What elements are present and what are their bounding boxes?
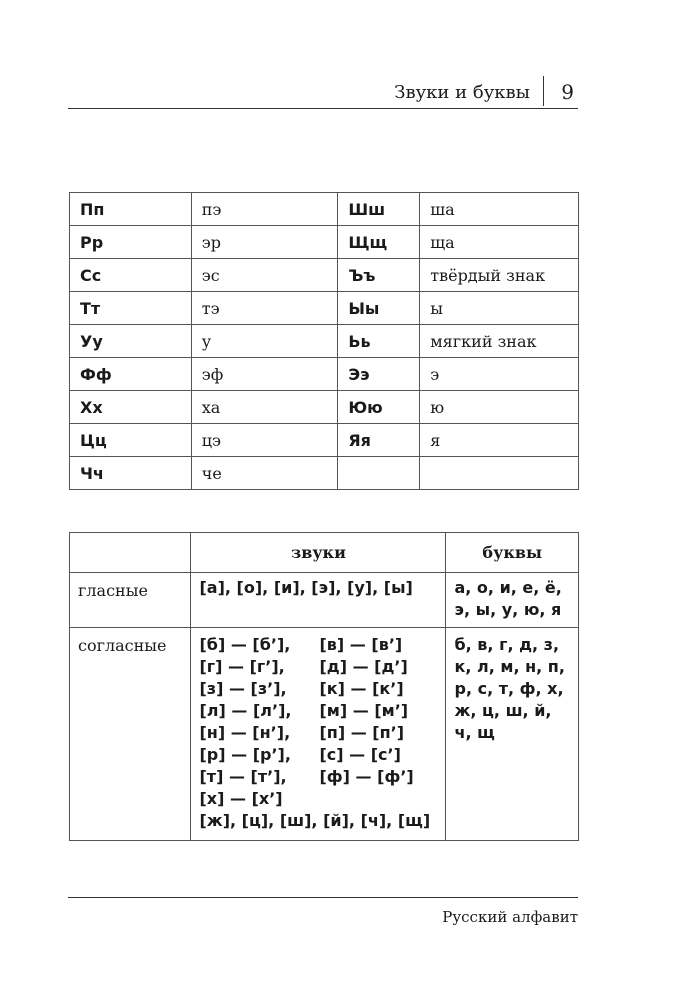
letter-name-cell: тэ xyxy=(191,292,338,325)
sound-pair-line xyxy=(199,634,439,656)
vowel-letters xyxy=(446,573,579,628)
vowels-label: гласные xyxy=(70,573,191,628)
table-row xyxy=(70,292,579,325)
letter-name-cell: я xyxy=(420,424,579,457)
letter-name-cell: мягкий знак xyxy=(420,325,579,358)
sound-pair: [ф] — [ф’] xyxy=(319,767,414,786)
consonant-letters xyxy=(446,628,579,841)
empty-header-cell xyxy=(70,533,191,573)
sound-pair-line xyxy=(199,722,439,744)
sound-pair: [м] — [м’] xyxy=(319,701,409,720)
unpaired-sounds: [ж], [ц], [ш], [й], [ч], [щ] xyxy=(199,811,431,830)
letter-cell: Цц xyxy=(70,424,192,457)
vowel-sounds: [а], [о], [и], [э], [у], [ы] xyxy=(191,573,446,628)
header-divider xyxy=(543,76,544,106)
consonants-row xyxy=(70,628,579,841)
letter-cell: Ъъ xyxy=(338,259,420,292)
sound-pair: [к] — [к’] xyxy=(319,679,404,698)
letter-name-cell: ха xyxy=(191,391,338,424)
letter-name-cell: ю xyxy=(420,391,579,424)
sound-pair: [л] — [л’], xyxy=(199,701,292,720)
letter-cell: Фф xyxy=(70,358,192,391)
sound-pair: [р] — [р’], xyxy=(199,745,291,764)
table-row xyxy=(70,259,579,292)
sound-pair: [с] — [с’] xyxy=(319,745,401,764)
letters-line: б, в, г, д, з, xyxy=(454,635,560,654)
sound-pair: [н] — [н’], xyxy=(199,723,291,742)
letter-name-cell: цэ xyxy=(191,424,338,457)
sound-pair-line xyxy=(199,656,439,678)
letters-line: э, ы, у, ю, я xyxy=(454,600,562,619)
table-row xyxy=(70,457,579,490)
letter-cell: Чч xyxy=(70,457,192,490)
page-number: 9 xyxy=(561,80,574,104)
sound-pair-line xyxy=(199,766,439,788)
letter-cell: Яя xyxy=(338,424,420,457)
letter-cell: Щщ xyxy=(338,226,420,259)
letter-name-cell: ща xyxy=(420,226,579,259)
letter-name-cell: эр xyxy=(191,226,338,259)
letter-name-cell: эс xyxy=(191,259,338,292)
sound-pair: [в] — [в’] xyxy=(319,635,403,654)
sound-pair-line xyxy=(199,788,439,810)
sound-pair: [х] — [х’] xyxy=(199,789,283,808)
letters-line: р, с, т, ф, х, xyxy=(454,679,564,698)
letter-cell: Уу xyxy=(70,325,192,358)
table-row xyxy=(70,424,579,457)
sound-pair: [б] — [б’], xyxy=(199,635,291,654)
alphabet-table xyxy=(69,192,579,490)
letter-cell: Шш xyxy=(338,193,420,226)
letter-name-cell: ша xyxy=(420,193,579,226)
sound-pair: [г] — [г’], xyxy=(199,657,285,676)
letter-cell: Рр xyxy=(70,226,192,259)
letter-name-cell: у xyxy=(191,325,338,358)
letter-name-cell: твёрдый знак xyxy=(420,259,579,292)
sound-pair-line xyxy=(199,744,439,766)
table-row xyxy=(70,193,579,226)
letter-cell: Тт xyxy=(70,292,192,325)
sound-pair: [п] — [п’] xyxy=(319,723,405,742)
letter-name-cell xyxy=(420,457,579,490)
letter-name-cell: ы xyxy=(420,292,579,325)
consonant-sounds xyxy=(191,628,446,841)
letters-line: ч, щ xyxy=(454,723,495,742)
sounds-letters-table xyxy=(69,532,579,841)
sound-pair: [з] — [з’], xyxy=(199,679,287,698)
consonants-label: согласные xyxy=(70,628,191,841)
letter-cell: Ээ xyxy=(338,358,420,391)
page-header xyxy=(68,74,578,109)
table-row xyxy=(70,358,579,391)
sounds-header: звуки xyxy=(191,533,446,573)
footer-divider xyxy=(68,897,578,898)
vowels-row xyxy=(70,573,579,628)
letter-cell xyxy=(338,457,420,490)
section-title: Звуки и буквы xyxy=(394,82,530,103)
sound-pair-line xyxy=(199,700,439,722)
letter-cell: Пп xyxy=(70,193,192,226)
sound-pair-line xyxy=(199,678,439,700)
table-header-row xyxy=(70,533,579,573)
letters-line: а, о, и, е, ё, xyxy=(454,578,562,597)
letter-name-cell: эф xyxy=(191,358,338,391)
letter-name-cell: э xyxy=(420,358,579,391)
table-row xyxy=(70,226,579,259)
letter-name-cell: че xyxy=(191,457,338,490)
letter-name-cell: пэ xyxy=(191,193,338,226)
letter-cell: Ьь xyxy=(338,325,420,358)
sound-pair: [т] — [т’], xyxy=(199,767,287,786)
letter-cell: Ыы xyxy=(338,292,420,325)
sound-pair: [д] — [д’] xyxy=(319,657,408,676)
letter-cell: Сс xyxy=(70,259,192,292)
letter-cell: Юю xyxy=(338,391,420,424)
letters-header: буквы xyxy=(446,533,579,573)
table-row xyxy=(70,325,579,358)
letters-line: ж, ц, ш, й, xyxy=(454,701,552,720)
letter-cell: Хх xyxy=(70,391,192,424)
letters-line: к, л, м, н, п, xyxy=(454,657,565,676)
footer-title: Русский алфавит xyxy=(442,908,578,926)
table-row xyxy=(70,391,579,424)
